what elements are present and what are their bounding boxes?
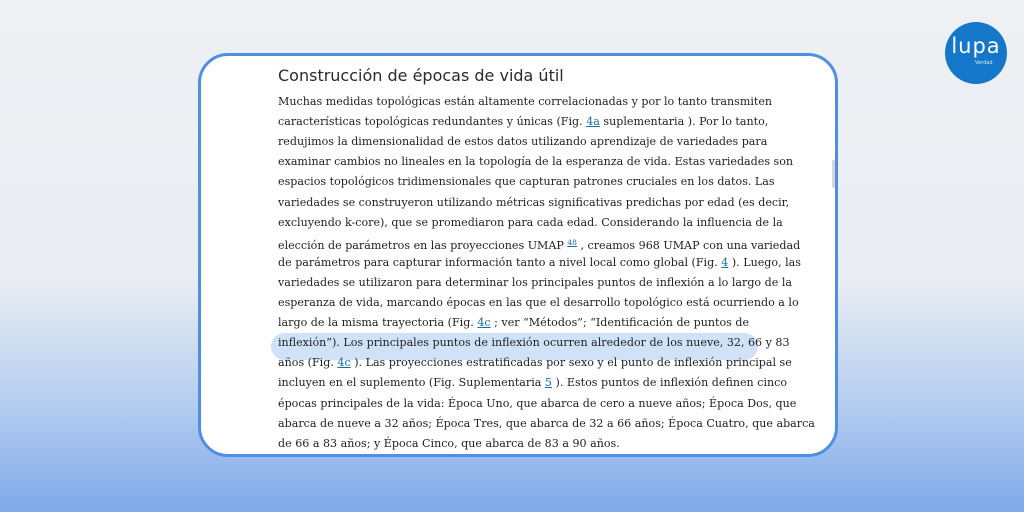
figure-reference-link[interactable]: 4c	[477, 316, 491, 330]
paragraph-line: inflexión”). Los principales puntos de inflexión ocurren alrededor de los nueve, 32, 66 y 83	[278, 336, 790, 350]
paragraph-line: Muchas medidas topológicas están altamente correlacionadas y por lo tanto transmiten	[278, 95, 773, 108]
paragraph-line: redujimos la dimensionalidad de estos datos utilizando aprendizaje de variedades para	[278, 135, 768, 149]
paragraph-line: largo de la misma trayectoria (Fig. 4c ; ver “Métodos”; “Identificación de puntos de	[278, 316, 750, 330]
paragraph-line: épocas principales de la vida: Época Uno, que abarca de cero a nueve años; Época Dos, que	[278, 396, 797, 410]
paragraph-line: incluyen en el suplemento (Fig. Suplementaria 5 ). Estos puntos de inflexión definen cinco	[278, 376, 788, 390]
paragraph-line: elección de parámetros en las proyecciones UMAP $^{48}$ , creamos 968 UMAP con una variedad	[278, 237, 801, 252]
lupa-logo	[945, 22, 1007, 84]
document-card	[198, 53, 838, 457]
figure-reference-link[interactable]: 4a	[586, 115, 600, 129]
paragraph-line: variedades se utilizaron para determinar los principales puntos de inflexión a lo largo de la	[278, 275, 792, 289]
paragraph-line: de 66 a 83 años; y Época Cinco, que abarca de 83 a 90 años.	[278, 436, 620, 450]
figure-reference-link[interactable]: 4c	[337, 356, 351, 370]
citation-link[interactable]: 48	[567, 237, 577, 247]
paragraph-line: excluyendo k-core), que se promediaron para cada edad. Considerando la influencia de la	[278, 215, 783, 229]
paragraph-line: características topológicas redundantes y únicas (Fig. 4a suplementaria ). Por lo tanto,	[278, 115, 769, 129]
section-title: Construcción de épocas de vida útil	[278, 66, 564, 85]
paragraph-line: espacios topológicos tridimensionales que capturan patrones cruciales en los datos. Las	[278, 175, 775, 189]
scrollbar-thumb[interactable]	[832, 160, 835, 188]
logo-wordmark: lupa	[951, 34, 1001, 58]
paragraph-line: abarca de nueve a 32 años; Época Tres, que abarca de 32 a 66 años; Época Cuatro, que abarca	[278, 416, 815, 430]
paragraph-line: variedades se construyeron utilizando métricas significativas predichas por edad (es decir,	[278, 195, 790, 209]
paragraph-line: examinar cambios no lineales en la topología de la esperanza de vida. Estas variedades son	[278, 155, 794, 169]
paragraph-line: esperanza de vida, marcando épocas en las que el desarrollo topológico está ocurriendo a lo	[278, 296, 799, 309]
paragraph-line: de parámetros para capturar información tanto a nivel local como global (Fig. 4 ). Luego, las	[278, 255, 801, 269]
figure-reference-link[interactable]: 5	[544, 376, 552, 390]
logo-subtitle: Verdad	[975, 60, 993, 66]
figure-reference-link[interactable]: 4	[721, 255, 729, 269]
paragraph-line: años (Fig. 4c ). Las proyecciones estratificadas por sexo y el punto de inflexión principal se	[278, 356, 792, 370]
